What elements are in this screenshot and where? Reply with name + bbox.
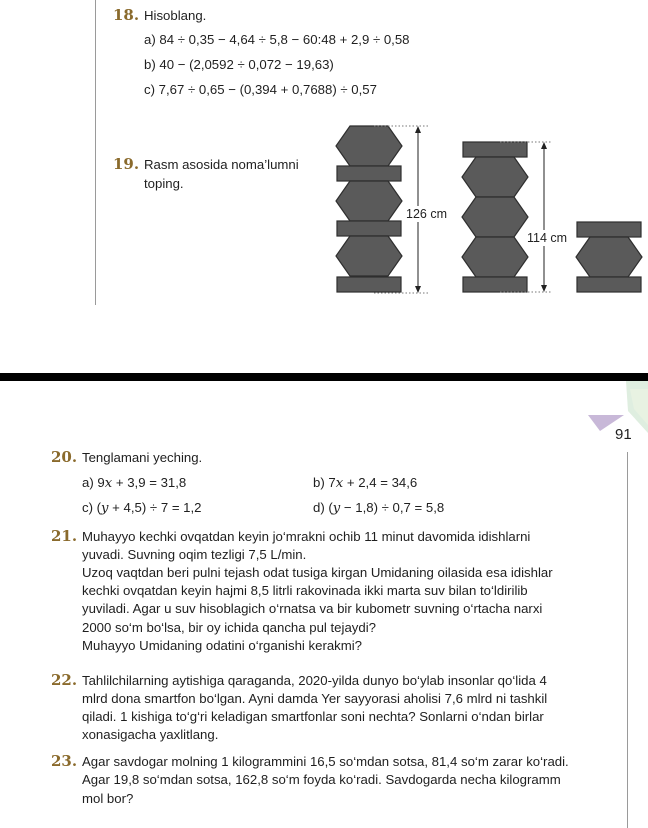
problem-18-number: 18. [113, 6, 140, 24]
stack-2 [462, 142, 528, 292]
hexagon-block [462, 237, 528, 277]
problem-21-number: 21. [51, 527, 78, 545]
problem-23-line: Agar savdogar molning 1 kilogrammini 16,5 so‘mdan sotsa, 81,4 so‘m zarar ko‘radi. [82, 754, 569, 769]
dimension-label-126: 126 cm [406, 207, 447, 221]
problem-18-b: b) 40 − (2,0592 ÷ 0,072 − 19,63) [144, 57, 334, 72]
corner-decoration [578, 381, 648, 451]
problem-21-line: Muhayyo kechki ovqatdan keyin jo‘mrakni ochib 11 minut davomida idishlarni [82, 529, 531, 544]
slab-block [337, 166, 401, 181]
problem-23-number: 23. [51, 752, 78, 770]
problem-22-line: qiladi. 1 kishiga to‘g‘ri keladigan smartfonlar soni nechta? Sonlarni o‘ndan birlar [82, 709, 544, 724]
problem-18-a: a) 84 ÷ 0,35 − 4,64 ÷ 5,8 − 60:48 + 2,9 ÷ 0,58 [144, 32, 410, 47]
problem-19-line-1: Rasm asosida noma’lumni [144, 157, 299, 172]
problem-22-line: mlrd dona smartfon bo‘lgan. Ayni damda Yer sayyorasi aholisi 7,6 mlrd ni tashkil [82, 691, 548, 706]
problem-21-line: yuviladi. Agar u suv hisoblagich o‘rnatsa va bir kubometr suvning o‘rtacha narxi [82, 601, 543, 616]
slab-block [337, 221, 401, 236]
hexagon-block [462, 157, 528, 197]
problem-21-line: Uzoq vaqtdan beri pulni tejash odat tusiga kirgan Umidaning oilasida esa idishlar [82, 565, 553, 580]
problem-20-number: 20. [51, 448, 78, 466]
problem-22-line: xonasigacha yaxlitlang. [82, 727, 219, 742]
page-edge-line [627, 452, 628, 828]
problem-20-b: b) 7x + 2,4 = 34,6 [313, 475, 418, 491]
problem-18-c: c) 7,67 ÷ 0,65 − (0,394 + 0,7688) ÷ 0,57 [144, 82, 377, 97]
hexagon-block [336, 126, 402, 166]
slab-block [463, 142, 527, 157]
problem-21-line: kechki ovqatdan keyin hajmi 8,5 litrli rakovinada ikki marta suv bilan to‘ldirilib [82, 583, 528, 598]
dimension-label-114: 114 cm [527, 231, 568, 245]
page-separator-band [0, 373, 648, 381]
stack-1 [336, 126, 402, 292]
problem-21-line: Muhayyo Umidaning odatini o‘rganishi kerakmi? [82, 638, 363, 653]
slab-block [337, 277, 401, 292]
left-margin-line [95, 0, 96, 305]
hexagon-block [336, 181, 402, 221]
stacked-blocks-figure [330, 120, 648, 300]
page-number: 91 [615, 426, 632, 443]
hexagon-block [336, 236, 402, 276]
problem-21-line: yuvadi. Suvning oqim tezligi 7,5 L/min. [82, 547, 307, 562]
problem-20-a: a) 9x + 3,9 = 31,8 [82, 475, 187, 491]
slab-block [577, 222, 641, 237]
slab-block [463, 277, 527, 292]
problem-20-c: c) (y + 4,5) ÷ 7 = 1,2 [82, 500, 202, 516]
hexagon-block [462, 197, 528, 237]
problem-22-number: 22. [51, 671, 78, 689]
problem-18-title: Hisoblang. [144, 8, 207, 23]
problem-20-title: Tenglamani yeching. [82, 450, 203, 465]
hexagon-block [576, 237, 642, 277]
problem-19-line-2: toping. [144, 176, 184, 191]
slab-block [577, 277, 641, 292]
problem-21-line: 2000 so‘m bo‘lsa, bir oy ichida qancha pul tejaydi? [82, 620, 376, 635]
problem-23-line: Agar 19,8 so‘mdan sotsa, 162,8 so‘m foyda ko‘radi. Savdogarda necha kilogramm [82, 772, 561, 787]
problem-23-line: mol bor? [82, 791, 134, 806]
problem-19-number: 19. [113, 155, 140, 173]
stack-3 [576, 222, 642, 292]
problem-20-d: d) (y − 1,8) ÷ 0,7 = 5,8 [313, 500, 445, 516]
problem-22-line: Tahlilchilarning aytishiga qaraganda, 2020-yilda dunyo bo‘ylab insonlar qo‘lida 4 [82, 673, 547, 688]
